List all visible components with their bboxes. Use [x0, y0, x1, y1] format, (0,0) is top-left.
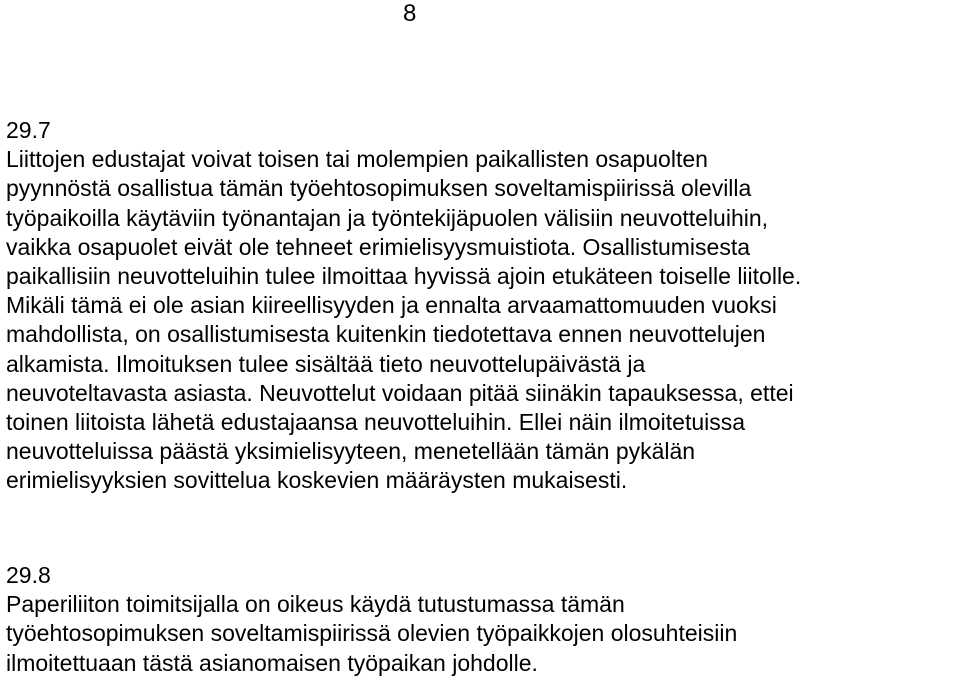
- paragraph-line: neuvotteluissa päästä yksimielisyyteen, menetellään tämän pykälän: [6, 438, 696, 465]
- paragraph-line: vaikka osapuolet eivät ole tehneet erimielisyysmuistiota. Osallistumisesta: [6, 233, 750, 260]
- section-number: 29.7: [6, 117, 51, 143]
- paragraph-line: toinen liitoista lähetä edustajaansa neuvotteluihin. Ellei näin ilmoitetuissa: [6, 409, 746, 436]
- paragraph-line: Paperiliiton toimitsijalla on oikeus käydä tutustumassa tämän: [6, 591, 625, 618]
- section-29-8: [6, 561, 956, 678]
- paragraph-line: paikallisiin neuvotteluihin tulee ilmoittaa hyvissä ajoin etukäteen toiselle liitolle.: [6, 263, 802, 290]
- section-29-7: [6, 116, 956, 496]
- paragraph-line: neuvoteltavasta asiasta. Neuvottelut voidaan pitää siinäkin tapauksessa, ettei: [6, 379, 794, 406]
- paragraph-line: alkamista. Ilmoituksen tulee sisältää tieto neuvottelupäivästä ja: [6, 350, 646, 377]
- paragraph-line: ilmoitettuaan tästä asianomaisen työpaikan johdolle.: [6, 649, 538, 676]
- page-number: 8: [403, 0, 417, 27]
- paragraph-line: erimielisyyksien sovittelua koskevien määräysten mukaisesti.: [6, 467, 628, 494]
- paragraph-line: Mikäli tämä ei ole asian kiireellisyyden ja ennalta arvaamattomuuden vuoksi: [6, 292, 777, 319]
- paragraph-line: työpaikoilla käytäviin työnantajan ja työntekijäpuolen välisiin neuvotteluihin,: [6, 204, 769, 231]
- section-number: 29.8: [6, 562, 51, 588]
- paragraph-line: työehtosopimuksen soveltamispiirissä olevien työpaikkojen olosuhteisiin: [6, 620, 738, 647]
- paragraph-line: Liittojen edustajat voivat toisen tai molempien paikallisten osapuolten: [6, 146, 708, 173]
- paragraph-line: mahdollista, on osallistumisesta kuitenkin tiedotettava ennen neuvottelujen: [6, 321, 766, 348]
- paragraph-line: pyynnöstä osallistua tämän työehtosopimuksen soveltamispiirissä olevilla: [6, 175, 752, 202]
